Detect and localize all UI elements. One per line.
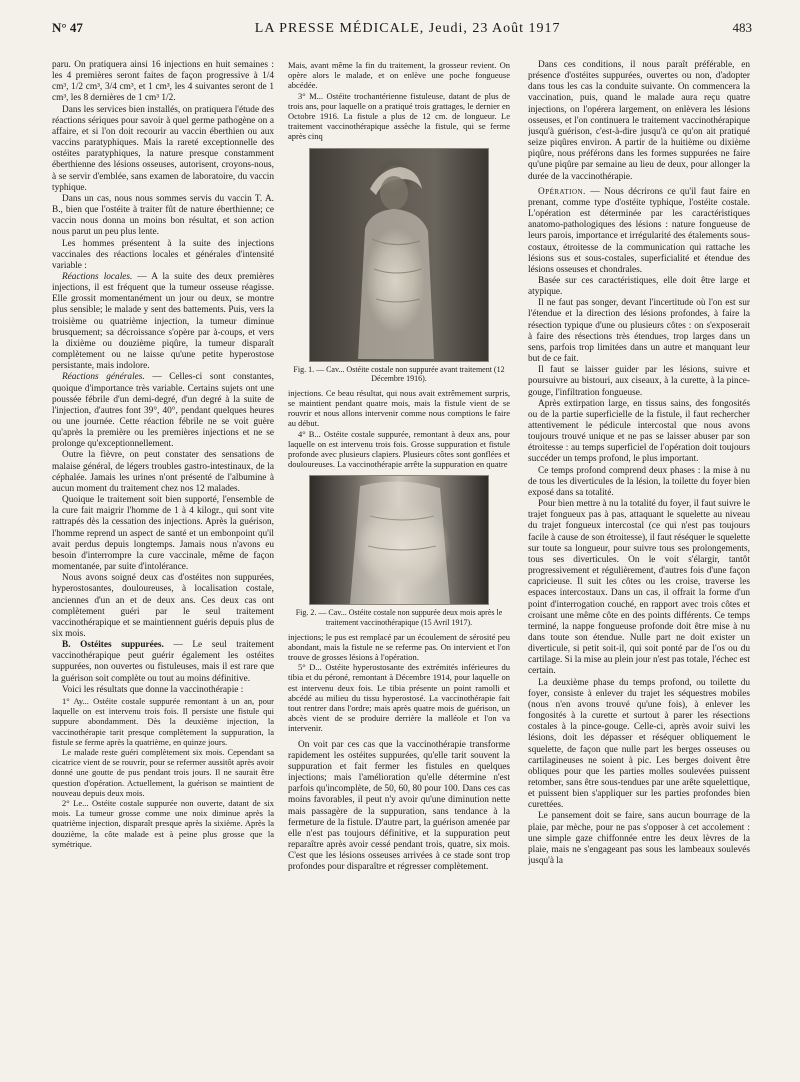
figure-1-photograph bbox=[309, 148, 489, 362]
paragraph: Il faut se laisser guider par les lésions, suivre et poursuivre au bistouri, aux ciseaux, à la curette, à la pince-gouge, l'infiltration fongueuse. bbox=[528, 365, 750, 398]
page-header bbox=[52, 20, 752, 44]
figure-1 bbox=[288, 148, 510, 384]
paragraph-text: — Le seul traitement vaccinothérapique peut guérir également les ostéites suppurées, non ouvertes ou fistuleuses, mais il est rare que la guérison soit complète ou tout au moins définitive. bbox=[52, 640, 274, 684]
paragraph: Les hommes présentent à la suite des injections vaccinales des réactions locales et générales d'intensité variable : bbox=[52, 238, 274, 271]
case-report: 5° D... Ostéite hyperostosante des extrémités inférieures du tibia et du péroné, remontant à Décembre 1914, pour laquelle on est intervenu deux fois. Le tibia présente un point ramolli et abcédé au milieu du tissu hyperostosé. La vaccinothérapie fait tout rentrer dans l'ordre; mais après quatre mois de guérison, un abcès vient de se produire derrière la malléole et l'on va intervenir. bbox=[288, 662, 510, 734]
figure-2 bbox=[288, 475, 510, 627]
section-heading: Ostéites suppurées. bbox=[80, 640, 164, 651]
paragraph-section-b bbox=[52, 640, 274, 685]
issue-number: N° 47 bbox=[52, 20, 83, 35]
paragraph-operation bbox=[528, 187, 750, 276]
paragraph: Ce temps profond comprend deux phases : la mise à nu de tous les diverticules de la lésion, la toilette du foyer bien exposé dans sa totalité. bbox=[528, 465, 750, 498]
paragraph: Basée sur ces caractéristiques, elle doit être large et atypique. bbox=[528, 275, 750, 298]
paragraph: Pour bien mettre à nu la totalité du foyer, il faut suivre le trajet fongueux pas à pas, attaquant le squelette au niveau du trajet fongueux intercostal (ce qui n'est pas toujours facile à cause de son étroitesse), il faut réséquer le squelette sur toute sa longueur, pour suivre tous ses prolongements, tous ses diverticules. On le voit s'élargir, tantôt progressivement et régulièrement, d'autres fois d'une façon capricieuse. Il suit les côtes ou les croise, traverse les espaces intercostaux. Dans un cas, il offrait la forme d'un point d'interrogation couché, en rapport avec trois côtes et croisant une même côte en des points différents. Ce temps terminé, la nappe fongueuse profonde doit être mise à nu dans toute son étendue. Nulle part ne doit exister un diverticule, si petit soit-il, qui soit ponté par de l'os ou du cartilage. Si la mise au plein jour n'est pas totale, l'échec est certain. bbox=[528, 499, 750, 677]
paragraph-text: — Nous décrirons ce qu'il faut faire en prenant, comme type d'ostéite typhique, l'ostéite costale. L'opération est déterminée par les caractéristiques anatomo-pathologiques des lésions : nature fongueuse de leurs parois, importance et irrégularité des étalements sous-costaux, étroitesse de la communication qui rattache les lésions sus et sous-costales, superficialité et étendue des lésions osseuses et chondrales. bbox=[528, 186, 750, 275]
case-report: Mais, avant même la fin du traitement, la grosseur revient. On opère alors le malade, et on enlève une poche fongueuse abcédée. bbox=[288, 60, 510, 91]
case-report: 3° M... Ostéite trochantérienne fistuleuse, datant de plus de trois ans, pour laquelle on a pratiqué trois grattages, le dernier en Octobre 1916. La fistule a plus de 12 cm. de longueur. Le traitement vaccinothérapique assèche la fistule, qui se ferme après cinq bbox=[288, 90, 510, 142]
journal-title: LA PRESSE MÉDICALE, Jeudi, 23 Août 1917 bbox=[254, 21, 561, 36]
patient-torso-illustration bbox=[310, 476, 488, 604]
case-report: 1° Ay... Ostéite costale suppurée remontant à un an, pour laquelle on est intervenu trois fois. Il persiste une fistule qui suppure abondamment. Dès la deuxième injection, la vaccinothérapie tarit presque complètement la suppuration, la fistule se ferme après la quatrième, en quinze jours. bbox=[52, 695, 274, 747]
case-report: 4° B... Ostéite costale suppurée, remontant à deux ans, pour laquelle on est intervenu trois fois. Grosse suppuration et fistule profonde avec plusieurs clapiers. Plusieurs côtes sont gonflées et douloureuses. La vaccinothérapie arrête la suppuration en quatre bbox=[288, 428, 510, 470]
section-number: B. bbox=[62, 640, 71, 651]
case-report: injections. Ce beau résultat, qui nous avait extrêmement surpris, se maintient pendant quatre mois, mais la fistule vient de se rouvrir et nous allons intervenir comme nous comptions le faire au début. bbox=[288, 387, 510, 429]
figure-2-photograph bbox=[309, 475, 489, 605]
column-middle bbox=[288, 60, 510, 1068]
subheading-general-reactions: Réactions générales. bbox=[62, 372, 145, 383]
paragraph: On voit par ces cas que la vaccinothérapie transforme rapidement les ostéites suppurées, qu'elle tarit souvent la suppuration et fait fermer les fistules en quelques injections; mais l'amélioration qu'elle détermine n'est parfois qu'incomplète, de 50, 60, 80 pour 100. Dans ces cas moins favorables, il peut n'y avoir qu'une diminution nette mais passagère de la suppuration, sans tendance à la fermeture de la fistule. D'autre part, la guérison amenée par elle n'est pas toujours définitive, et la suppuration peut reparaître après avoir cessé pendant trois, quatre, six mois. C'est que les lésions osseuses arrivées à ce stade sont trop profondes pour disparaître et régresser complètement. bbox=[288, 739, 510, 873]
patient-torso-illustration bbox=[310, 149, 488, 361]
paragraph: Voici les résultats que donne la vaccinothérapie : bbox=[62, 684, 244, 695]
paragraph-text: — Celles-ci sont constantes, quoique d'importance très variable. Certains sujets ont une poussée fébrile d'un demi-degré, d'un degré à la suite de l'injection, d'autres font 39°, 40°, pendant quelques heures ou une journée. Cette réaction fébrile ne se voit guère qu'après la première ou les premières injections et ne se prolonge qu'exceptionnellement. bbox=[52, 372, 274, 450]
paragraph: Quoique le traitement soit bien supporté, l'ensemble de la cure fait maigrir l'homme de 1 à 4 kilogr., qui sont vite rattrapés dès la cessation des injections. Après la guérison, l'homme reprend un aspect de santé et un embonpoint qu'il avait perdus depuis longtemps. Jamais nous n'avons eu besoin d'interrompre la cure vaccinale, même de façon momentanée, par suite d'intolérance. bbox=[52, 495, 274, 573]
paragraph-local-reactions bbox=[52, 272, 274, 372]
paragraph-general-reactions bbox=[52, 372, 274, 450]
figure-1-caption: Fig. 1. — Cav... Ostéite costale non suppurée avant traitement (12 Décembre 1916). bbox=[293, 364, 505, 384]
paragraph: Dans un cas, nous nous sommes servis du vaccin T. A. B., bien que l'ostéite à traiter fût de nature éberthienne; ce vaccin nous donna un moins bon résultat, et son action nous parut un peu plus lente. bbox=[52, 193, 274, 238]
paragraph: Outre la fièvre, on peut constater des sensations de malaise général, de légers troubles gastro-intestinaux, de la céphalée. Jamais les urines n'ont présenté de l'albumine à aucun moment du traitement chez nos 12 malades. bbox=[52, 450, 274, 494]
page-number: 483 bbox=[732, 20, 752, 35]
case-report: Le malade reste guéri complètement six mois. Cependant sa cicatrice vient de se rouvrir, pour se refermer aussitôt après avoir donné une goutte de pus pendant trois jours. Il ne saurait être question d'opération. Actuellement, la guérison se maintient de nouveau depuis deux mois. bbox=[52, 746, 274, 798]
figure-2-caption: Fig. 2. — Cav... Ostéite costale non suppurée deux mois après le traitement vaccinothérapique (15 Avril 1917). bbox=[295, 608, 503, 628]
paragraph: paru. On pratiquera ainsi 16 injections en huit semaines : les 4 premières seront faites de façon progressive à 1/4 cm³, 1/2 cm³, 3/4 cm³, et 1 cm³, les 4 suivantes seront de 1 cm³, les 8 dernières de 1 cm³ 1/2. bbox=[52, 60, 274, 104]
subheading-operation: Opération. bbox=[538, 186, 586, 197]
case-report: 2° Le... Ostéite costale suppurée non ouverte, datant de six mois. La tumeur grosse comme une noix diminue après la quatrième injection, disparaît presque après la sixième. Après la douzième, la côte malade est à peine plus grosse que la symétrique. bbox=[52, 797, 274, 849]
case-report: injections; le pus est remplacé par un écoulement de sérosité peu abondant, mais la fistule ne se referme pas. On intervient et l'on trouve de grosses lésions à l'opération. bbox=[288, 631, 510, 663]
paragraph: Après extirpation large, en tissus sains, des fongosités ou de la partie superficielle de la fistule, il faut rechercher attentivement le pédicule intercostal que nous avons toujours trouvé unique et ne pas se laisser abuser par son étroitesse : au temps superficiel de l'opération doit toujours succéder un temps profond, le plus important. bbox=[528, 398, 750, 465]
paragraph-text: — A la suite des deux premières injections, il est fréquent que la tumeur osseuse réagisse. Elle grossit momentanément un jour ou deux, se montre plus sensible; le malade y sent des battements. Puis, vers la troisième ou quatrième injection, la tumeur diminue brusquement; sa décroissance s'opère par à-coups, et vers la dixième ou douzième piqûre, la tumeur disparaît complètement ou ne laisse qu'une petite hyperostose persistante, mais indolore. bbox=[52, 271, 274, 372]
paragraph: Dans ces conditions, il nous paraît préférable, en présence d'ostéites suppurées, ouvertes ou non, d'adopter dans tous les cas la conduite suivante. On commencera la vaccination, puis, quand le malade aura reçu quatre injections, on l'opérera largement, on enlèvera les lésions osseuses, et l'on continuera le traitement vaccinothérapique jusqu'à guérison, c'est-à-dire jusqu'à ce qu'on ait pratiqué seize piqûres environ. A partir de la huitième ou dixième piqûre, nous préférons dans les formes suppurées ne faire qu'une piqûre par semaine au lieu de deux, pour allonger la durée de la vaccinothérapie. bbox=[528, 60, 750, 182]
column-left bbox=[52, 60, 274, 1068]
paragraph: Dans les services bien installés, on pratiquera l'étude des réactions sériques pour savoir à quel germe pathogène on a affaire, et si l'on doit recourir au vaccin éberthien ou aux vaccins paratyphiques. Mais la rareté exceptionnelle des ostéites paratyphiques, la nature presque constamment éberthienne des lésions osseuses, autorisent, croyons-nous, à se servir d'emblée, sans examen de laboratoire, du vaccin typhique. bbox=[52, 104, 274, 193]
paragraph: La deuxième phase du temps profond, ou toilette du foyer, consiste à enlever du trajet les séquestres mobiles (nous n'en avons trouvé qu'une fois), à enlever les fongosités à la curette et surtout à parer les résections costales à la pince-gouge. Celle-ci, après avoir suivi les lésions, doit les dépasser et réséquer obliquement le squelette, de façon que nulle part les berges osseuses ou cartilagineuses ne soient à pic. Les berges doivent être obliques pour que les parties molles soulevées puissent retomber, sans être sous-tendues par une arête squelettique, et puissent bien s'appliquer sur les parties profondes bien curettées. bbox=[528, 677, 750, 811]
column-right bbox=[528, 60, 750, 1068]
paragraph: Il ne faut pas songer, devant l'incertitude où l'on est sur l'étendue et la direction des lésions profondes, à faire la résection typique d'une ou plusieurs côtes : on s'exposerait à faire des résections très étendues, trop larges dans un sens, parfois trop limitées dans un autre et manquant leur but de ce fait. bbox=[528, 298, 750, 365]
paragraph: Nous avons soigné deux cas d'ostéites non suppurées, hyperostosantes, douloureuses, à localisation costale, anciennes d'un an et de deux ans. Ces deux cas ont complètement guéri par le seul traitement vaccinothérapique et se maintiennent guéris depuis plus de six mois. bbox=[52, 573, 274, 639]
subheading-local-reactions: Réactions locales. bbox=[62, 271, 133, 282]
paragraph: Le pansement doit se faire, sans aucun bourrage de la plaie, par mèche, pour ne pas s'opposer à cet accolement : une simple gaze chiffonnée entre les deux lèvres de la plaie, mais ne s'engageant pas sous les lambeaux soulevés jusqu'à la bbox=[528, 811, 750, 867]
